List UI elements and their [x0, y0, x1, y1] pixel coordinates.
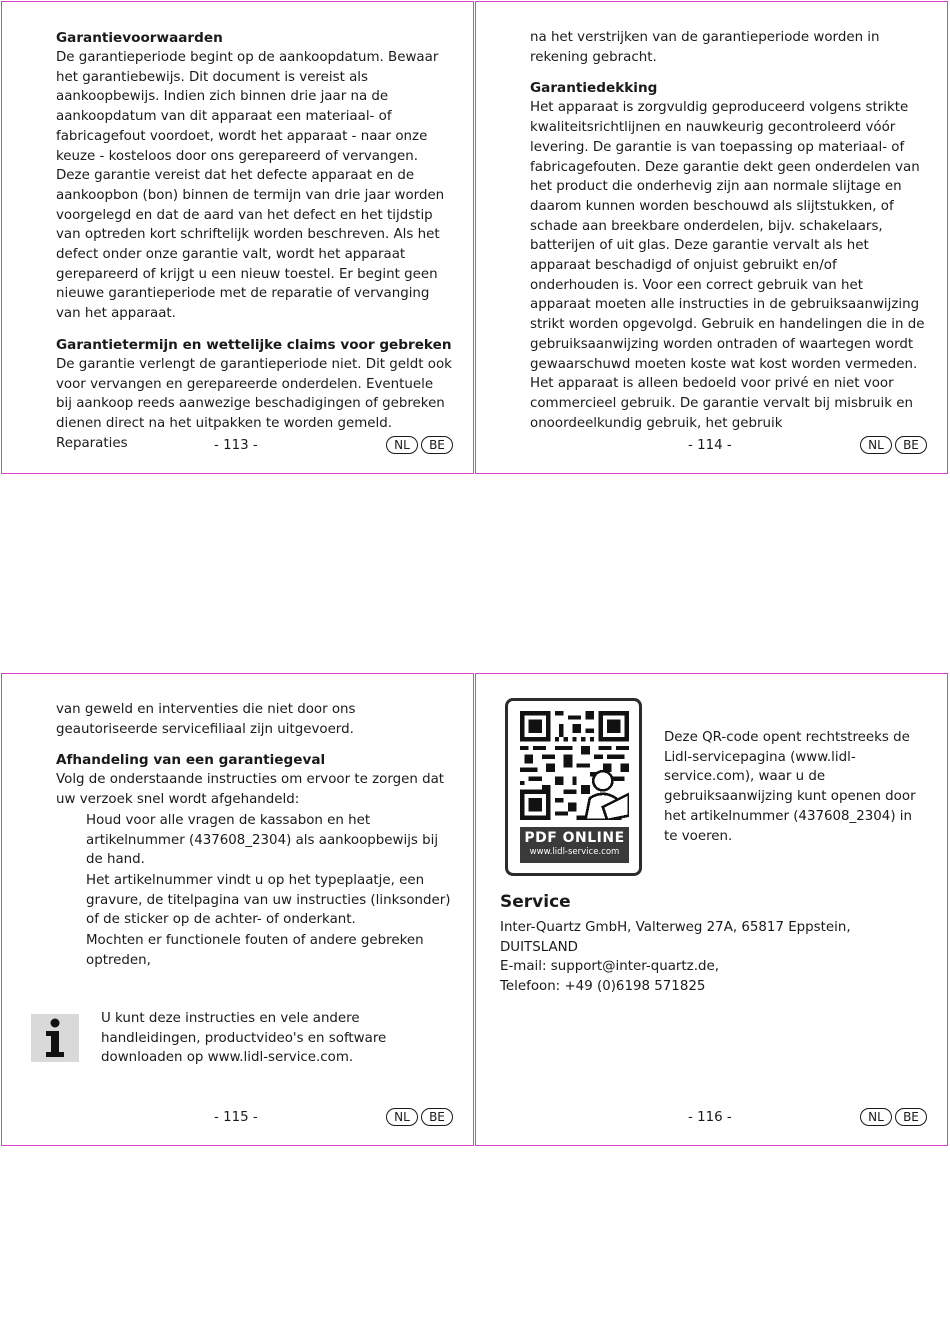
qr-description: Deze QR-code opent rechtstreeks de Lidl-servicepagina (www.lidl-service.com), waar u de gebruiksaanwijzing kunt openen door het artikelnummer (437608_2304) in te voeren. — [664, 730, 916, 844]
page-footer — [476, 1108, 947, 1128]
paragraph: De garantie verlengt de garantieperiode niet. Dit geldt ook voor vervangen en gerepareerde onderdelen. Eventuele bij aankoop reeds aanwezige beschadigingen of gebreken dienen direct na het uitpakken te worden gemeld. Reparaties — [56, 356, 452, 451]
paragraph: van geweld en interventies die niet door ons geautoriseerde servicefiliaal zijn uitgevoerd. — [56, 702, 356, 737]
badge-nl: NL — [860, 1108, 892, 1126]
qr-code-icon — [520, 711, 629, 820]
paragraph: De garantieperiode begint op de aankoopdatum. Bewaar het garantiebewijs. Dit document is vereist als aankoopbewijs. Indien zich binnen drie jaar na de aankoopdatum van dit apparaat een materiaal- of fabricagefout voordoet, wordt het apparaat - naar onze keuze - kosteloos door ons gerepareerd of vervangen. Deze garantie vereist dat het defecte apparaat en de aankoopbon (bon) binnen de termijn van drie jaar worden voorgelegd en dat de aard van het defect en het tijdstip van optreden kort schriftelijk worden beschreven. Als het defect onder onze garantie valt, wordt het apparaat gerepareerd of krijgt u een nieuw toestel. Er begint geen nieuwe garantieperiode met de reparatie of vervanging van het apparaat. — [56, 50, 445, 322]
info-icon-graphic — [31, 1014, 79, 1062]
page-number: - 114 - — [688, 438, 732, 453]
badge-nl: NL — [386, 1108, 418, 1126]
page-number: - 116 - — [688, 1110, 732, 1125]
address-line: Inter-Quartz GmbH, Valterweg 27A, 65817 Eppstein, — [500, 920, 851, 935]
badge-be: BE — [421, 436, 453, 454]
pdf-online-label — [520, 827, 629, 863]
badge-be: BE — [421, 1108, 453, 1126]
badge-be: BE — [895, 436, 927, 454]
page-115 — [1, 673, 474, 1146]
paragraph: na het verstrijken van de garantieperiode worden in rekening gebracht. — [530, 30, 880, 65]
list-item: Houd voor alle vragen de kassabon en het artikelnummer (437608_2304) als aankoopbewijs bij de hand. — [86, 812, 439, 868]
badge-be: BE — [895, 1108, 927, 1126]
paragraph: Volg de onderstaande instructies om ervoor te zorgen dat uw verzoek snel wordt afgehandeld: — [56, 772, 445, 808]
badge-nl: NL — [860, 436, 892, 454]
heading-garantiedekking: Garantiedekking — [530, 80, 658, 97]
page-115-content — [56, 700, 452, 970]
paragraph: Het apparaat is zorgvuldig geproduceerd volgens strikte kwaliteitsrichtlijnen en nauwkeurig gecontroleerd vóór levering. De garantie is van toepassing op materiaal- of fabricagefouten. Deze garantie dekt geen onderdelen van het product die onderhevig zijn aan normale slijtage en daarom kunnen worden beschouwd als slijtstukken, of schade aan breekbare onderdelen, bijv. schakelaars, batterijen of uit glas. Deze garantie vervalt als het apparaat beschadigd of onjuist gebruikt en/of onderhouden is. Voor een correct gebruik van het apparaat moeten alle instructies in de gebruiksaanwijzing strikt worden opgevolgd. Gebruik en handelingen die in de gebruiksaanwijzing worden ontraden of waartegen wordt gewaarschuwd moeten koste wat kost worden vermeden. Het apparaat is alleen bedoeld voor privé en niet voor commercieel gebruik. De garantie vervalt bij misbruik en onoordeelkundig gebruik, het gebruik — [530, 100, 925, 431]
country-badges — [386, 1108, 453, 1126]
service-heading: Service — [500, 892, 571, 912]
page-footer — [476, 436, 947, 456]
address-country: DUITSLAND — [500, 939, 578, 955]
page-footer — [2, 436, 473, 456]
page-113 — [1, 1, 474, 474]
qr-code-card[interactable] — [505, 698, 642, 876]
page-footer — [2, 1108, 473, 1128]
pdf-online-url: www.lidl-service.com — [529, 847, 620, 857]
heading-garantievoorwaarden: Garantievoorwaarden — [56, 30, 223, 46]
badge-nl: NL — [386, 436, 418, 454]
country-badges — [860, 436, 927, 454]
country-badges — [386, 436, 453, 454]
service-section — [500, 890, 920, 997]
page-116 — [475, 673, 948, 1146]
page-number: - 113 - — [214, 438, 258, 453]
email-line: E-mail: support@inter-quartz.de, — [500, 959, 719, 975]
heading-garantietermijn: Garantietermijn en wettelijke claims voor gebreken — [56, 336, 452, 353]
list-item: Het artikelnummer vindt u op het typeplaatje, een gravure, de titelpagina van uw instructies (linksonder) of de sticker op de achter- of onderkant. — [86, 872, 451, 928]
phone-line: Telefoon: +49 (0)6198 571825 — [500, 979, 706, 995]
page-number: - 115 - — [214, 1110, 258, 1125]
country-badges — [860, 1108, 927, 1126]
page-114-content — [530, 28, 926, 433]
pdf-online-title: PDF ONLINE — [524, 830, 625, 846]
info-icon — [31, 1014, 79, 1062]
list-item: Mochten er functionele fouten of andere gebreken optreden, — [86, 933, 424, 968]
info-text: U kunt deze instructies en vele andere handleidingen, productvideo's en software downloaden op www.lidl-service.com. — [101, 1011, 387, 1066]
page-113-content — [56, 28, 452, 453]
page-114 — [475, 1, 948, 474]
heading-afhandeling: Afhandeling van een garantiegeval — [56, 752, 326, 769]
